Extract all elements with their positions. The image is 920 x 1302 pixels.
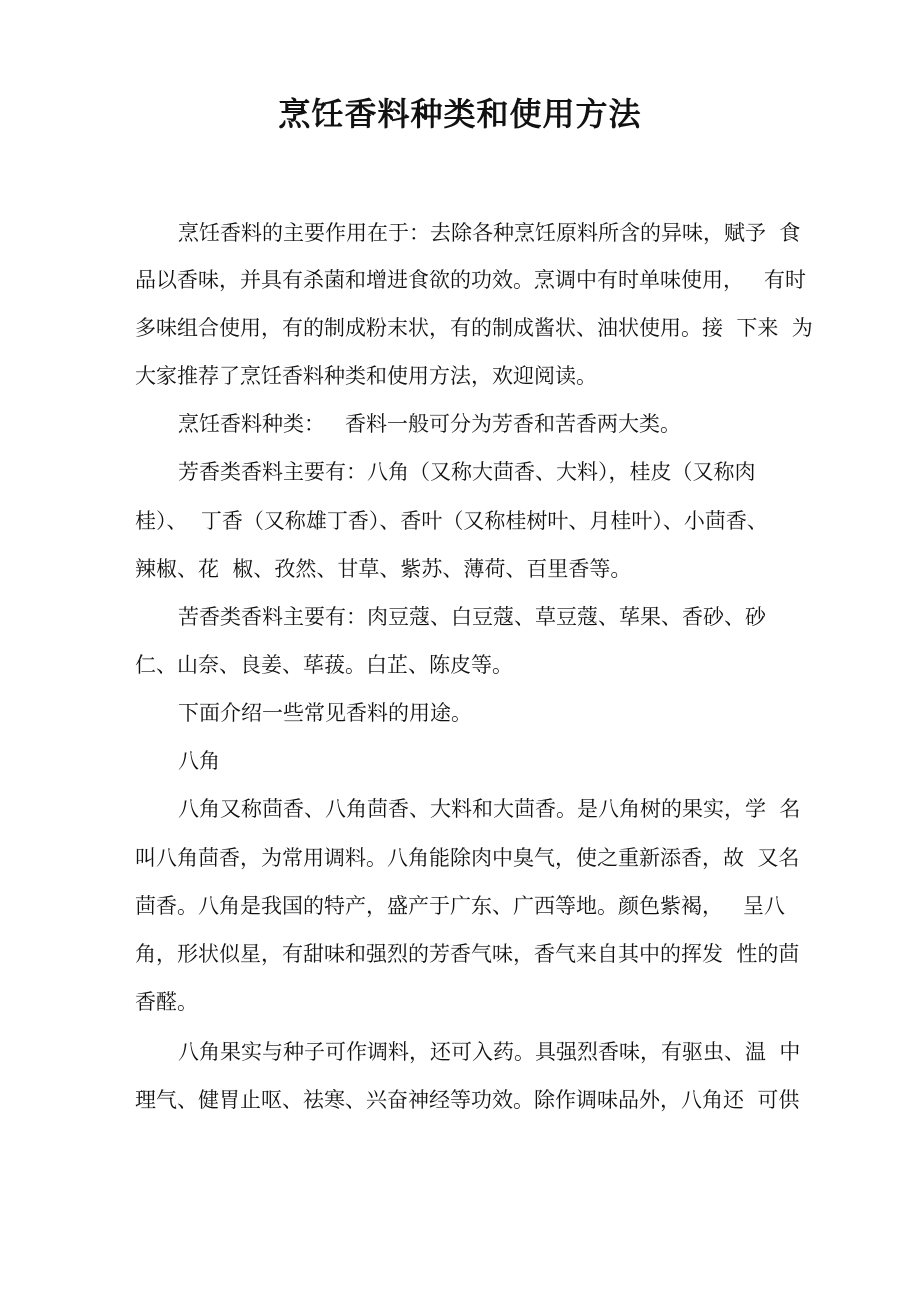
- text-line: 芳香类香料主要有：八角（又称大茴香、大料），桂皮（又称肉: [178, 460, 756, 484]
- text-line: 八角果实与种子可作调料，还可入药。具强烈香味，有驱虫、温 中: [178, 1040, 801, 1064]
- text-line: 香醛。: [135, 990, 198, 1014]
- text-line: 品以香味，并具有杀菌和增进食欲的功效。烹调中有时单味使用， 有时: [135, 268, 807, 292]
- text-line: 桂）、 丁香（又称雄丁香）、香叶（又称桂树叶、月桂叶）、小茴香、: [135, 509, 768, 533]
- text-line: 茴香。八角是我国的特产，盛产于广东、广西等地。颜色紫褐， 呈八: [135, 894, 786, 918]
- text-line: 下面介绍一些常见香料的用途。: [178, 701, 472, 725]
- text-line: 角，形状似星，有甜味和强烈的芳香气味，香气来自其中的挥发 性的茴: [135, 942, 800, 966]
- text-line: 八角又称茴香、八角茴香、大料和大茴香。是八角树的果实，学 名: [178, 797, 801, 821]
- text-line: 理气、健胃止呕、祛寒、兴奋神经等功效。除作调味品外，八角还 可供: [135, 1088, 800, 1112]
- text-line: 仁、山奈、良姜、荜菝。白芷、陈皮等。: [135, 653, 513, 677]
- text-line: 烹饪香料的主要作用在于：去除各种烹饪原料所含的异味，赋予 食: [178, 221, 801, 245]
- text-line: 叫八角茴香，为常用调料。八角能除肉中臭气，使之重新添香，故 又名: [135, 846, 800, 870]
- text-line: 多味组合使用，有的制成粉末状，有的制成酱状、油状使用。接 下来 为: [135, 316, 813, 340]
- text-line: 大家推荐了烹饪香料种类和使用方法，欢迎阅读。: [135, 364, 597, 388]
- document-title: 烹饪香料种类和使用方法: [278, 95, 642, 133]
- text-line: 苦香类香料主要有：肉豆蔻、白豆蔻、草豆蔻、荜果、香砂、砂: [178, 605, 766, 629]
- section-heading: 八角: [178, 749, 220, 773]
- text-line: 烹饪香料种类： 香料一般可分为芳香和苦香两大类。: [178, 412, 682, 436]
- text-line: 辣椒、花 椒、孜然、甘草、紫苏、薄荷、百里香等。: [135, 557, 632, 581]
